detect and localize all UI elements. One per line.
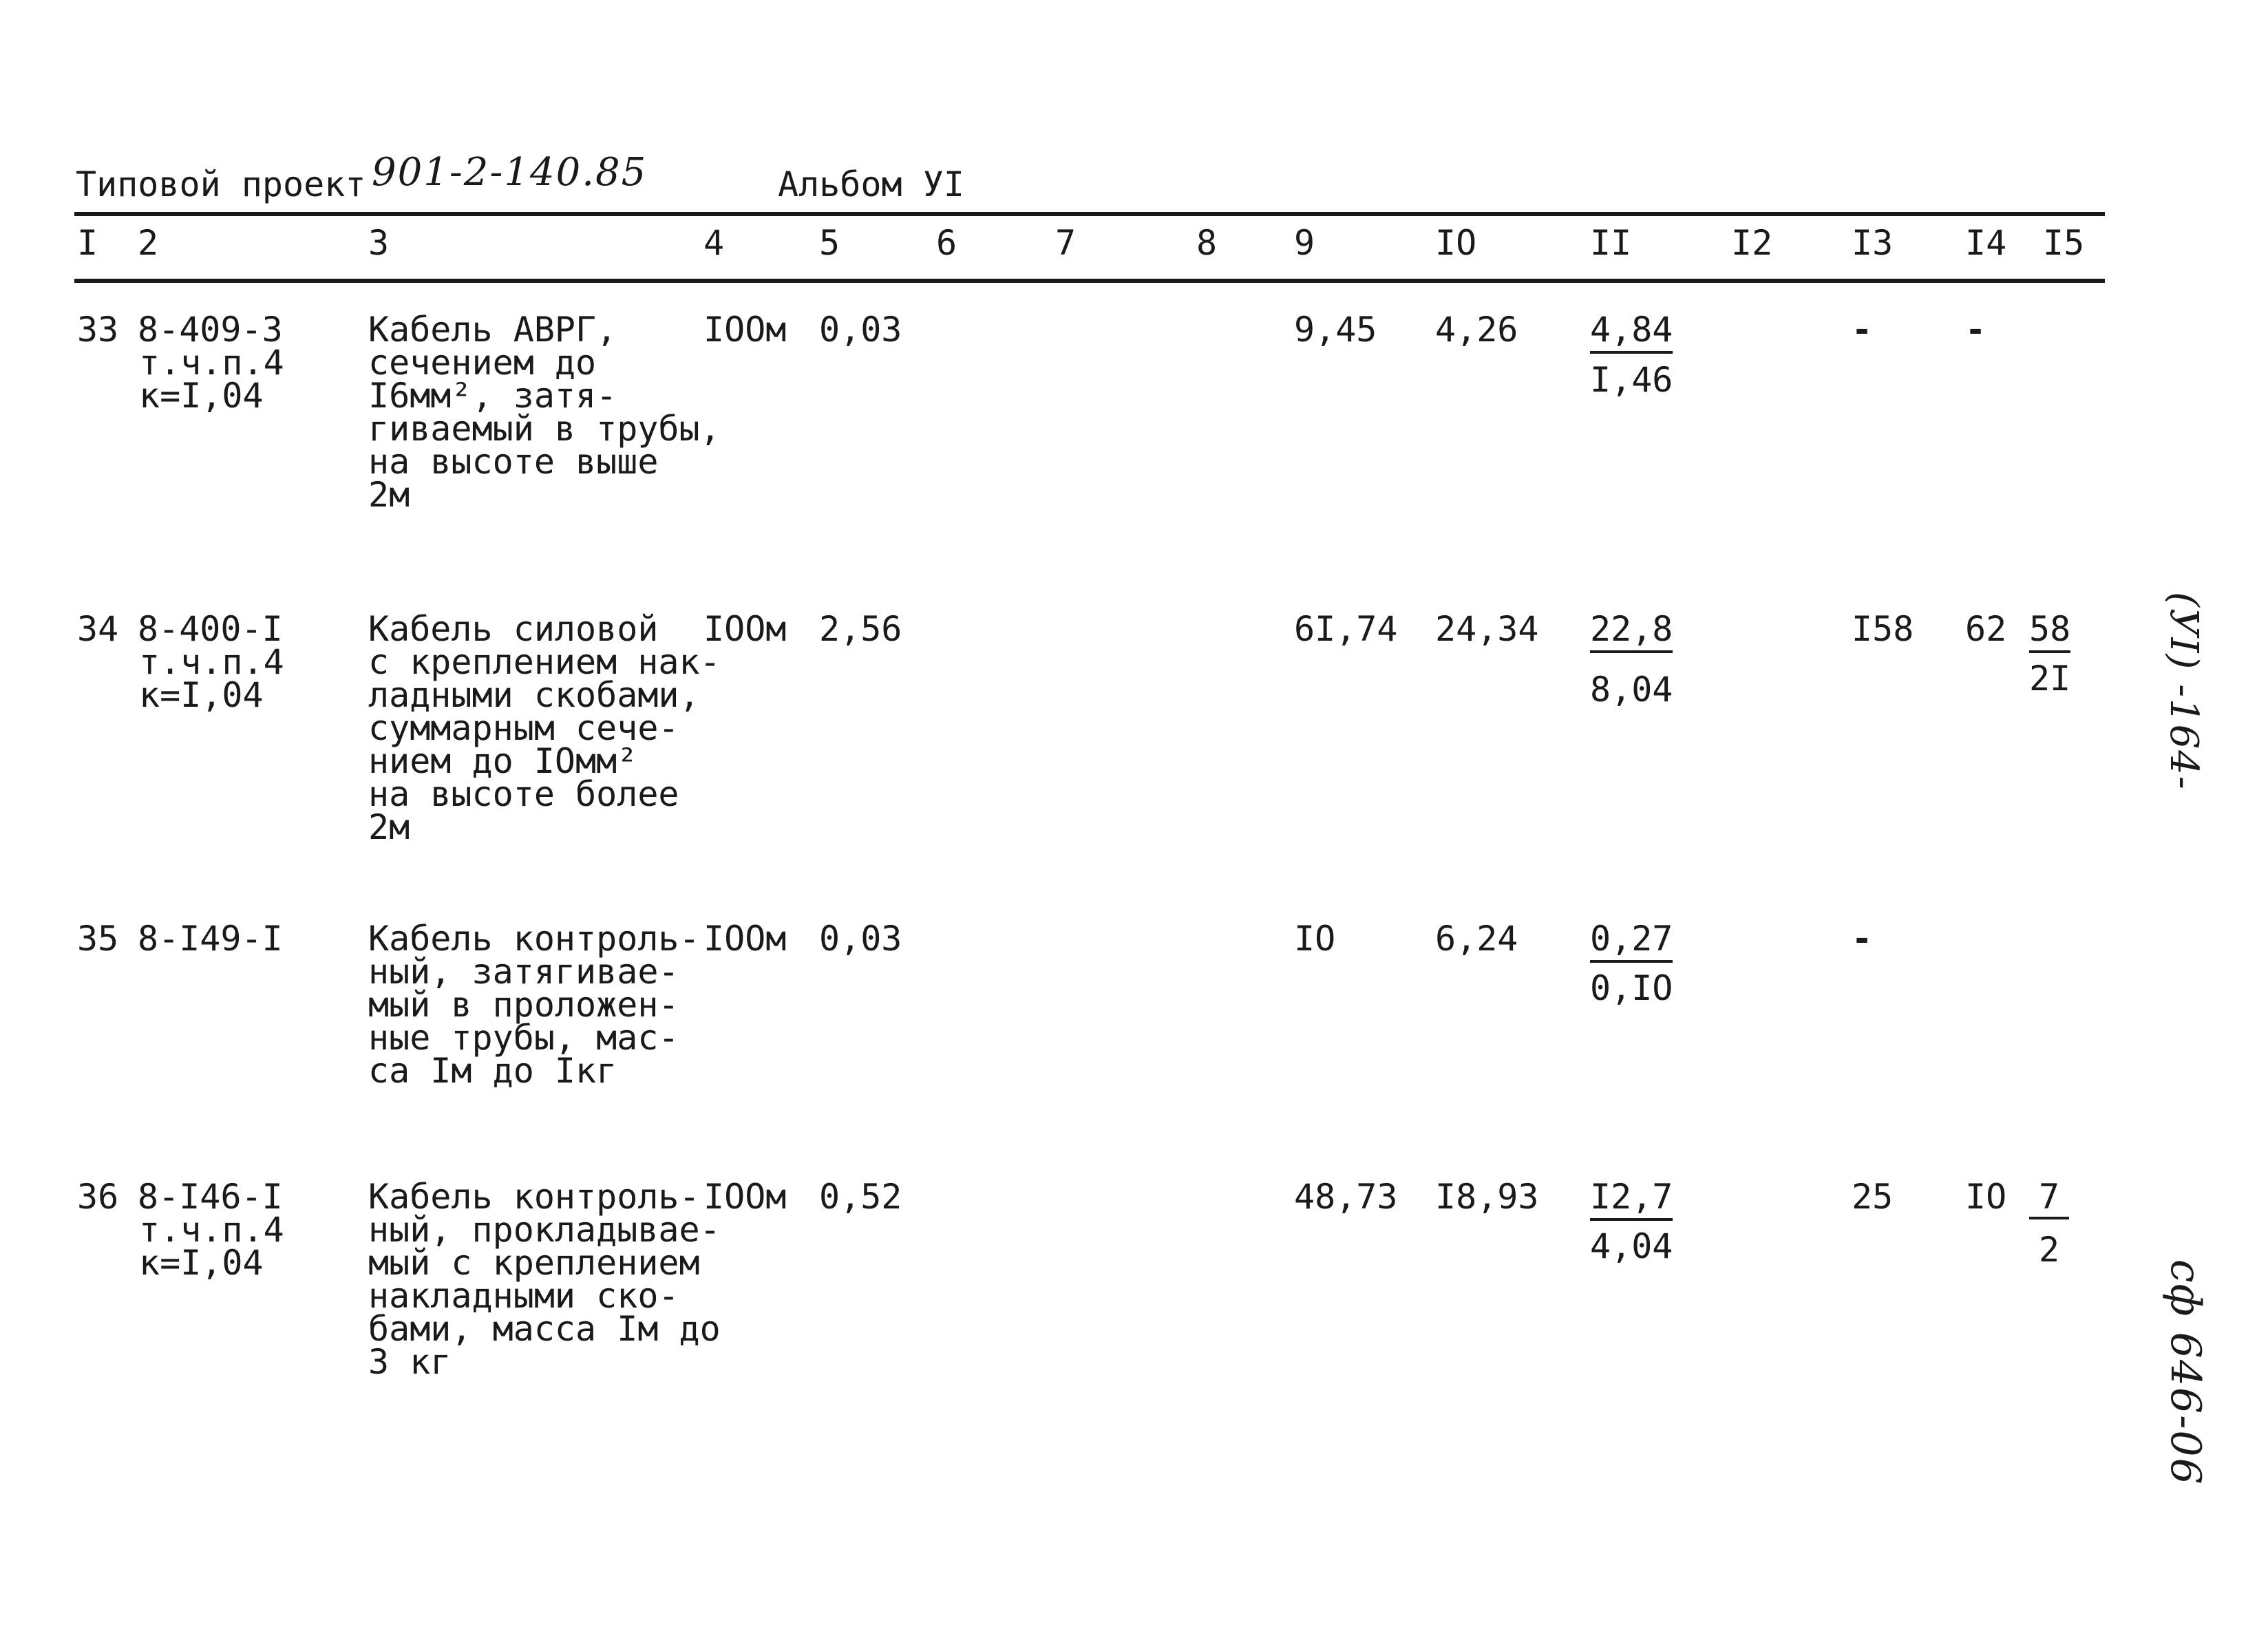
col-header-10: IO bbox=[1435, 223, 1477, 263]
col11-bottom: 4,04 bbox=[1590, 1226, 1673, 1266]
quantity: 2,56 bbox=[819, 609, 902, 649]
col10-value: 4,26 bbox=[1435, 310, 1518, 350]
item-description: Кабель АВРГ, сечением до I6мм², затя- гиваемый в трубы, на высоте выше 2м bbox=[368, 310, 721, 515]
project-number: 901-2-140.85 bbox=[372, 150, 648, 195]
col15-top: 58 bbox=[2029, 612, 2070, 646]
col-header-13: I3 bbox=[1852, 223, 1894, 263]
row-number: 35 bbox=[77, 919, 119, 959]
col-header-15: I5 bbox=[2043, 223, 2085, 263]
stamp-note: сф 646-06 bbox=[2161, 1259, 2209, 1486]
item-description: Кабель силовой с креплением нак- ладными скобами, суммарным сече- нием до IOмм² на высоте более 2м bbox=[368, 609, 721, 847]
col14-value: 62 bbox=[1965, 609, 2007, 649]
col11-top: I2,7 bbox=[1590, 1180, 1673, 1213]
quantity: 0,52 bbox=[819, 1177, 902, 1217]
col-header-5: 5 bbox=[819, 223, 840, 263]
col15-bottom: 2I bbox=[2029, 659, 2071, 699]
col-header-9: 9 bbox=[1294, 223, 1315, 263]
col10-value: 24,34 bbox=[1435, 609, 1539, 649]
col-header-8: 8 bbox=[1196, 223, 1218, 263]
unit: IOOм bbox=[703, 1177, 787, 1217]
col10-value: I8,93 bbox=[1435, 1177, 1539, 1217]
col-header-4: 4 bbox=[703, 223, 725, 263]
norm-code: 8-I46-I т.ч.п.4 к=I,04 bbox=[138, 1177, 284, 1283]
norm-code: 8-409-3 т.ч.п.4 к=I,04 bbox=[138, 310, 284, 416]
col10-value: 6,24 bbox=[1435, 919, 1518, 959]
col-header-2: 2 bbox=[138, 223, 159, 263]
col11-bottom: 8,04 bbox=[1590, 670, 1673, 710]
quantity: 0,03 bbox=[819, 310, 902, 350]
col-header-1: I bbox=[77, 223, 98, 263]
col13-value: - bbox=[1852, 919, 1873, 959]
col9-value: 48,73 bbox=[1294, 1177, 1398, 1217]
row-number: 36 bbox=[77, 1177, 119, 1217]
col-header-12: I2 bbox=[1731, 223, 1773, 263]
col11-bottom: I,46 bbox=[1590, 360, 1673, 400]
row-number: 33 bbox=[77, 310, 119, 350]
col13-value: - bbox=[1852, 310, 1873, 350]
col13-value: 25 bbox=[1852, 1177, 1894, 1217]
project-label: Типовой проект bbox=[76, 164, 366, 204]
col-header-11: II bbox=[1590, 223, 1632, 263]
col9-value: 9,45 bbox=[1294, 310, 1377, 350]
page-mark: (УI) -164- bbox=[2161, 592, 2206, 791]
album-label: Альбом УI bbox=[778, 164, 964, 204]
norm-code: 8-I49-I bbox=[138, 919, 283, 959]
unit: IOOм bbox=[703, 609, 787, 649]
col11-bottom: 0,IO bbox=[1590, 968, 1673, 1008]
col-header-7: 7 bbox=[1055, 223, 1077, 263]
item-description: Кабель контроль- ный, затягивае- мый в проложен- ные трубы, мас- са Iм до Iкг bbox=[368, 919, 700, 1091]
item-description: Кабель контроль- ный, прокладывае- мый с креплением накладными ско- бами, масса Iм до 3 кг bbox=[368, 1177, 721, 1382]
col11-top: 0,27 bbox=[1590, 922, 1673, 955]
col-header-3: 3 bbox=[368, 223, 390, 263]
col14-value: - bbox=[1965, 310, 1986, 350]
row-number: 34 bbox=[77, 609, 119, 649]
col11-top: 22,8 bbox=[1590, 612, 1673, 646]
header-top-rule bbox=[74, 212, 2105, 216]
col11-top: 4,84 bbox=[1590, 313, 1673, 346]
unit: IOOм bbox=[703, 919, 787, 959]
col-header-6: 6 bbox=[936, 223, 957, 263]
quantity: 0,03 bbox=[819, 919, 902, 959]
header-bottom-rule bbox=[74, 279, 2105, 283]
col15-bottom: 2 bbox=[2039, 1230, 2060, 1270]
col-header-14: I4 bbox=[1965, 223, 2007, 263]
col13-value: I58 bbox=[1852, 609, 1914, 649]
col9-value: 6I,74 bbox=[1294, 609, 1398, 649]
norm-code: 8-400-I т.ч.п.4 к=I,04 bbox=[138, 609, 284, 715]
col9-value: IO bbox=[1294, 919, 1336, 959]
unit: IOOм bbox=[703, 310, 787, 350]
col15-top: 7 bbox=[2029, 1180, 2069, 1213]
col14-value: IO bbox=[1965, 1177, 2007, 1217]
